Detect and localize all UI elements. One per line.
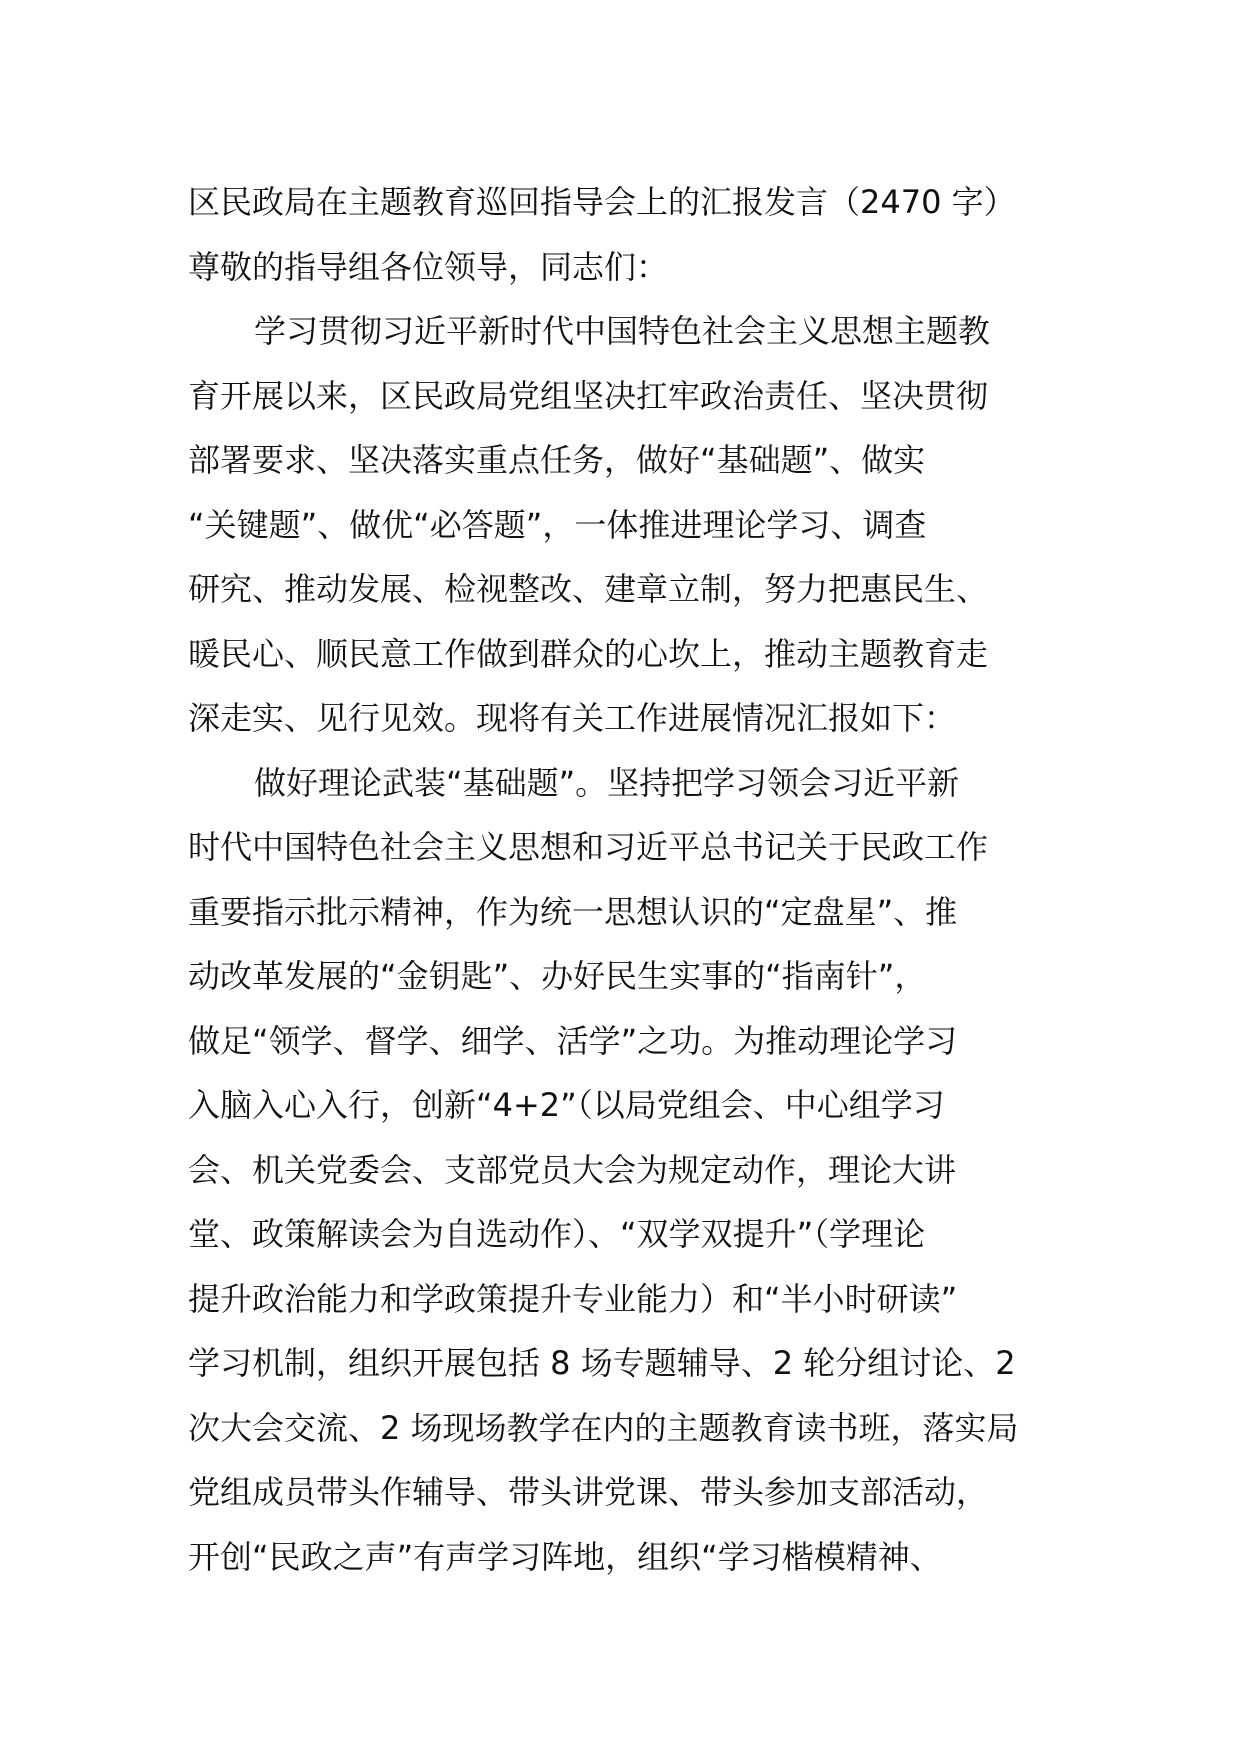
paragraph-line: 育开展以来，区民政局党组坚决扛牢政治责任、坚决贯彻 [188, 376, 989, 415]
paragraph-line: 次大会交流、2 场现场教学在内的主题教育读书班，落实局 [188, 1408, 1019, 1447]
paragraph-intro [188, 299, 1058, 751]
paragraph-line: 做足“领学、督学、细学、活学”之功。为推动理论学习 [188, 1021, 958, 1060]
paragraph-line: 堂、政策解读会为自选动作）、“双学双提升”（学理论 [188, 1215, 926, 1253]
paragraph-line: 动改革发展的“金钥匙”、办好民生实事的“指南针”， [188, 957, 927, 995]
paragraph-line: 暖民心、顺民意工作做到群众的心坎上，推动主题教育走 [188, 634, 989, 673]
document-body [188, 170, 1058, 1589]
paragraph-line: 会、机关党委会、支部党员大会为规定动作，理论大讲 [188, 1150, 957, 1189]
document-title: 区民政局在主题教育巡回指导会上的汇报发言（2470 字） [188, 183, 1016, 221]
paragraph-line: 重要指示批示精神，作为统一思想认识的“定盘星”、推 [188, 892, 958, 931]
paragraph-line: “关键题”、做优“必答题”，一体推进理论学习、调查 [188, 505, 927, 544]
paragraph-theory [188, 751, 1058, 1590]
paragraph-line: 研究、推动发展、检视整改、建章立制，努力把惠民生、 [188, 570, 989, 608]
paragraph-line: 学习贯彻习近平新时代中国特色社会主义思想主题教 [254, 312, 991, 350]
paragraph-line: 提升政治能力和学政策提升专业能力）和“半小时研读” [188, 1279, 958, 1318]
paragraph-line: 入脑入心入行，创新“4+2”（以局党组会、中心组学习 [188, 1086, 945, 1124]
paragraph-line: 时代中国特色社会主义思想和习近平总书记关于民政工作 [188, 828, 989, 866]
paragraph-line: 党组成员带头作辅导、带头讲党课、带头参加支部活动， [188, 1473, 989, 1511]
paragraph-line: 部署要求、坚决落实重点任务，做好“基础题”、做实 [188, 441, 926, 479]
paragraph-line: 做好理论武装“基础题”。坚持把学习领会习近平新 [254, 763, 960, 802]
paragraph-line: 学习机制，组织开展包括 8 场专题辅导、2 轮分组讨论、2 [188, 1344, 1016, 1382]
salutation: 尊敬的指导组各位领导，同志们： [188, 247, 669, 286]
paragraph-line: 深走实、见行见效。现将有关工作进展情况汇报如下： [188, 699, 957, 737]
paragraph-line: 开创“民政之声”有声学习阵地，组织“学习楷模精神、 [188, 1537, 942, 1576]
